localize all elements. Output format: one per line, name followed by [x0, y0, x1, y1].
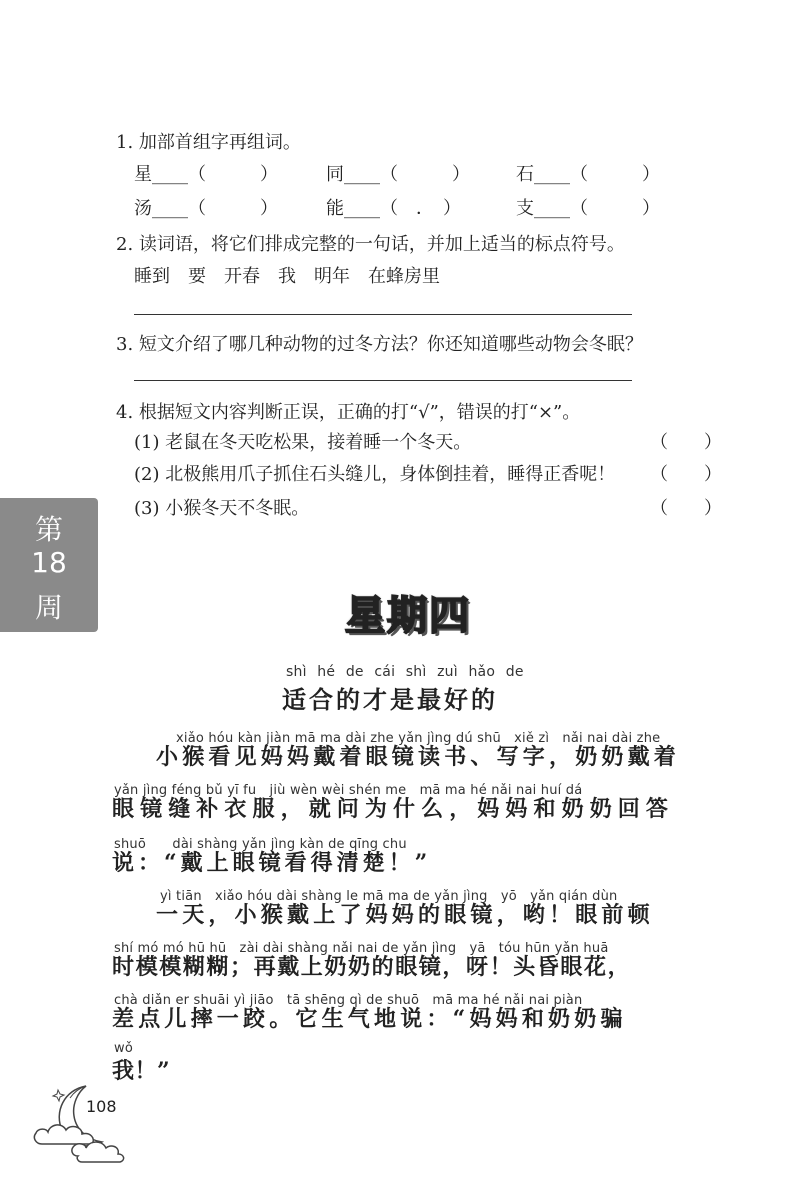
story-text-line-2: 眼镜缝补衣服，就问为什么，妈妈和奶奶回答	[112, 796, 675, 822]
story-text-line-5: 时模模糊糊；再戴上奶奶的眼镜，呀！头昏眼花，	[112, 954, 632, 980]
story-pinyin-line-2: yǎn jìng féng bǔ yī fu jiù wèn wèi shén me mā ma hé nǎi nai huí dá	[114, 783, 583, 798]
story-title-pinyin: shì hé de cái shì zuì hǎo de	[286, 664, 524, 680]
q1-item-3: 石____（ ）	[516, 164, 660, 185]
week-tab-number: 18	[31, 546, 67, 579]
q4-answer-blank-2: （ ）	[650, 464, 722, 485]
q2-answer-line	[134, 314, 632, 315]
q1-item-4: 汤____（ ）	[134, 198, 278, 219]
q1-item-2: 同____（ ）	[326, 164, 470, 185]
story-pinyin-line-7: wǒ	[114, 1041, 133, 1056]
page-number: 108	[86, 1097, 117, 1116]
q2-word-list: 睡到 要 开春 我 明年 在蜂房里	[134, 266, 440, 287]
question-4-title: 4. 根据短文内容判断正误，正确的打“√”，错误的打“×”。	[116, 402, 581, 423]
q1-item-6: 支____（ ）	[516, 198, 660, 219]
day-heading: 星期四	[345, 593, 471, 639]
q4-item-1: (1) 老鼠在冬天吃松果，接着睡一个冬天。	[134, 432, 472, 453]
week-tab-char-2: 周	[34, 591, 63, 624]
question-2-title: 2. 读词语，将它们排成完整的一句话，并加上适当的标点符号。	[116, 234, 625, 255]
story-pinyin-line-4: yì tiān xiǎo hóu dài shàng le mā ma de yǎn jìng yō yǎn qián dùn	[160, 889, 618, 904]
story-text-line-4: 一天，小猴戴上了妈妈的眼镜，哟！眼前顿	[156, 902, 654, 928]
week-tab-char-1: 第	[34, 513, 63, 546]
q1-item-1: 星____（ ）	[134, 164, 278, 185]
question-3-title: 3. 短文介绍了哪几种动物的过冬方法？你还知道哪些动物会冬眠？	[116, 334, 643, 355]
week-side-tab	[0, 498, 98, 632]
moon-cloud-icon	[28, 1078, 138, 1164]
q3-answer-line	[134, 380, 632, 381]
story-pinyin-line-5: shí mó mó hū hū zài dài shàng nǎi nai de yǎn jìng yā tóu hūn yǎn huā	[114, 941, 609, 956]
story-text-line-6: 差点儿摔一跤。它生气地说：“妈妈和奶奶骗	[112, 1006, 627, 1032]
q4-item-3: (3) 小猴冬天不冬眠。	[134, 498, 310, 519]
q4-answer-blank-3: （ ）	[650, 498, 722, 519]
q4-answer-blank-1: （ ）	[650, 432, 722, 453]
story-text-line-1: 小猴看见妈妈戴着眼镜读书、写字，奶奶戴着	[156, 744, 681, 770]
q4-item-2: (2) 北极熊用爪子抓住石头缝儿，身体倒挂着，睡得正香呢！	[134, 464, 616, 485]
story-pinyin-line-6: chà diǎn er shuāi yì jiāo tā shēng qì de shuō mā ma hé nǎi nai piàn	[114, 993, 583, 1008]
question-1-title: 1. 加部首组字再组词。	[116, 132, 301, 153]
story-pinyin-line-3: shuō dài shàng yǎn jìng kàn de qīng chu	[114, 837, 407, 852]
story-pinyin-line-1: xiǎo hóu kàn jiàn mā ma dài zhe yǎn jìng dú shū xiě zì nǎi nai dài zhe	[176, 731, 661, 746]
story-text-line-7: 我！”	[112, 1058, 171, 1084]
q1-item-5: 能____（ ． ）	[326, 198, 461, 219]
story-text-line-3: 说：“戴上眼镜看得清楚！”	[112, 850, 432, 876]
story-title: 适合的才是最好的	[282, 685, 498, 714]
